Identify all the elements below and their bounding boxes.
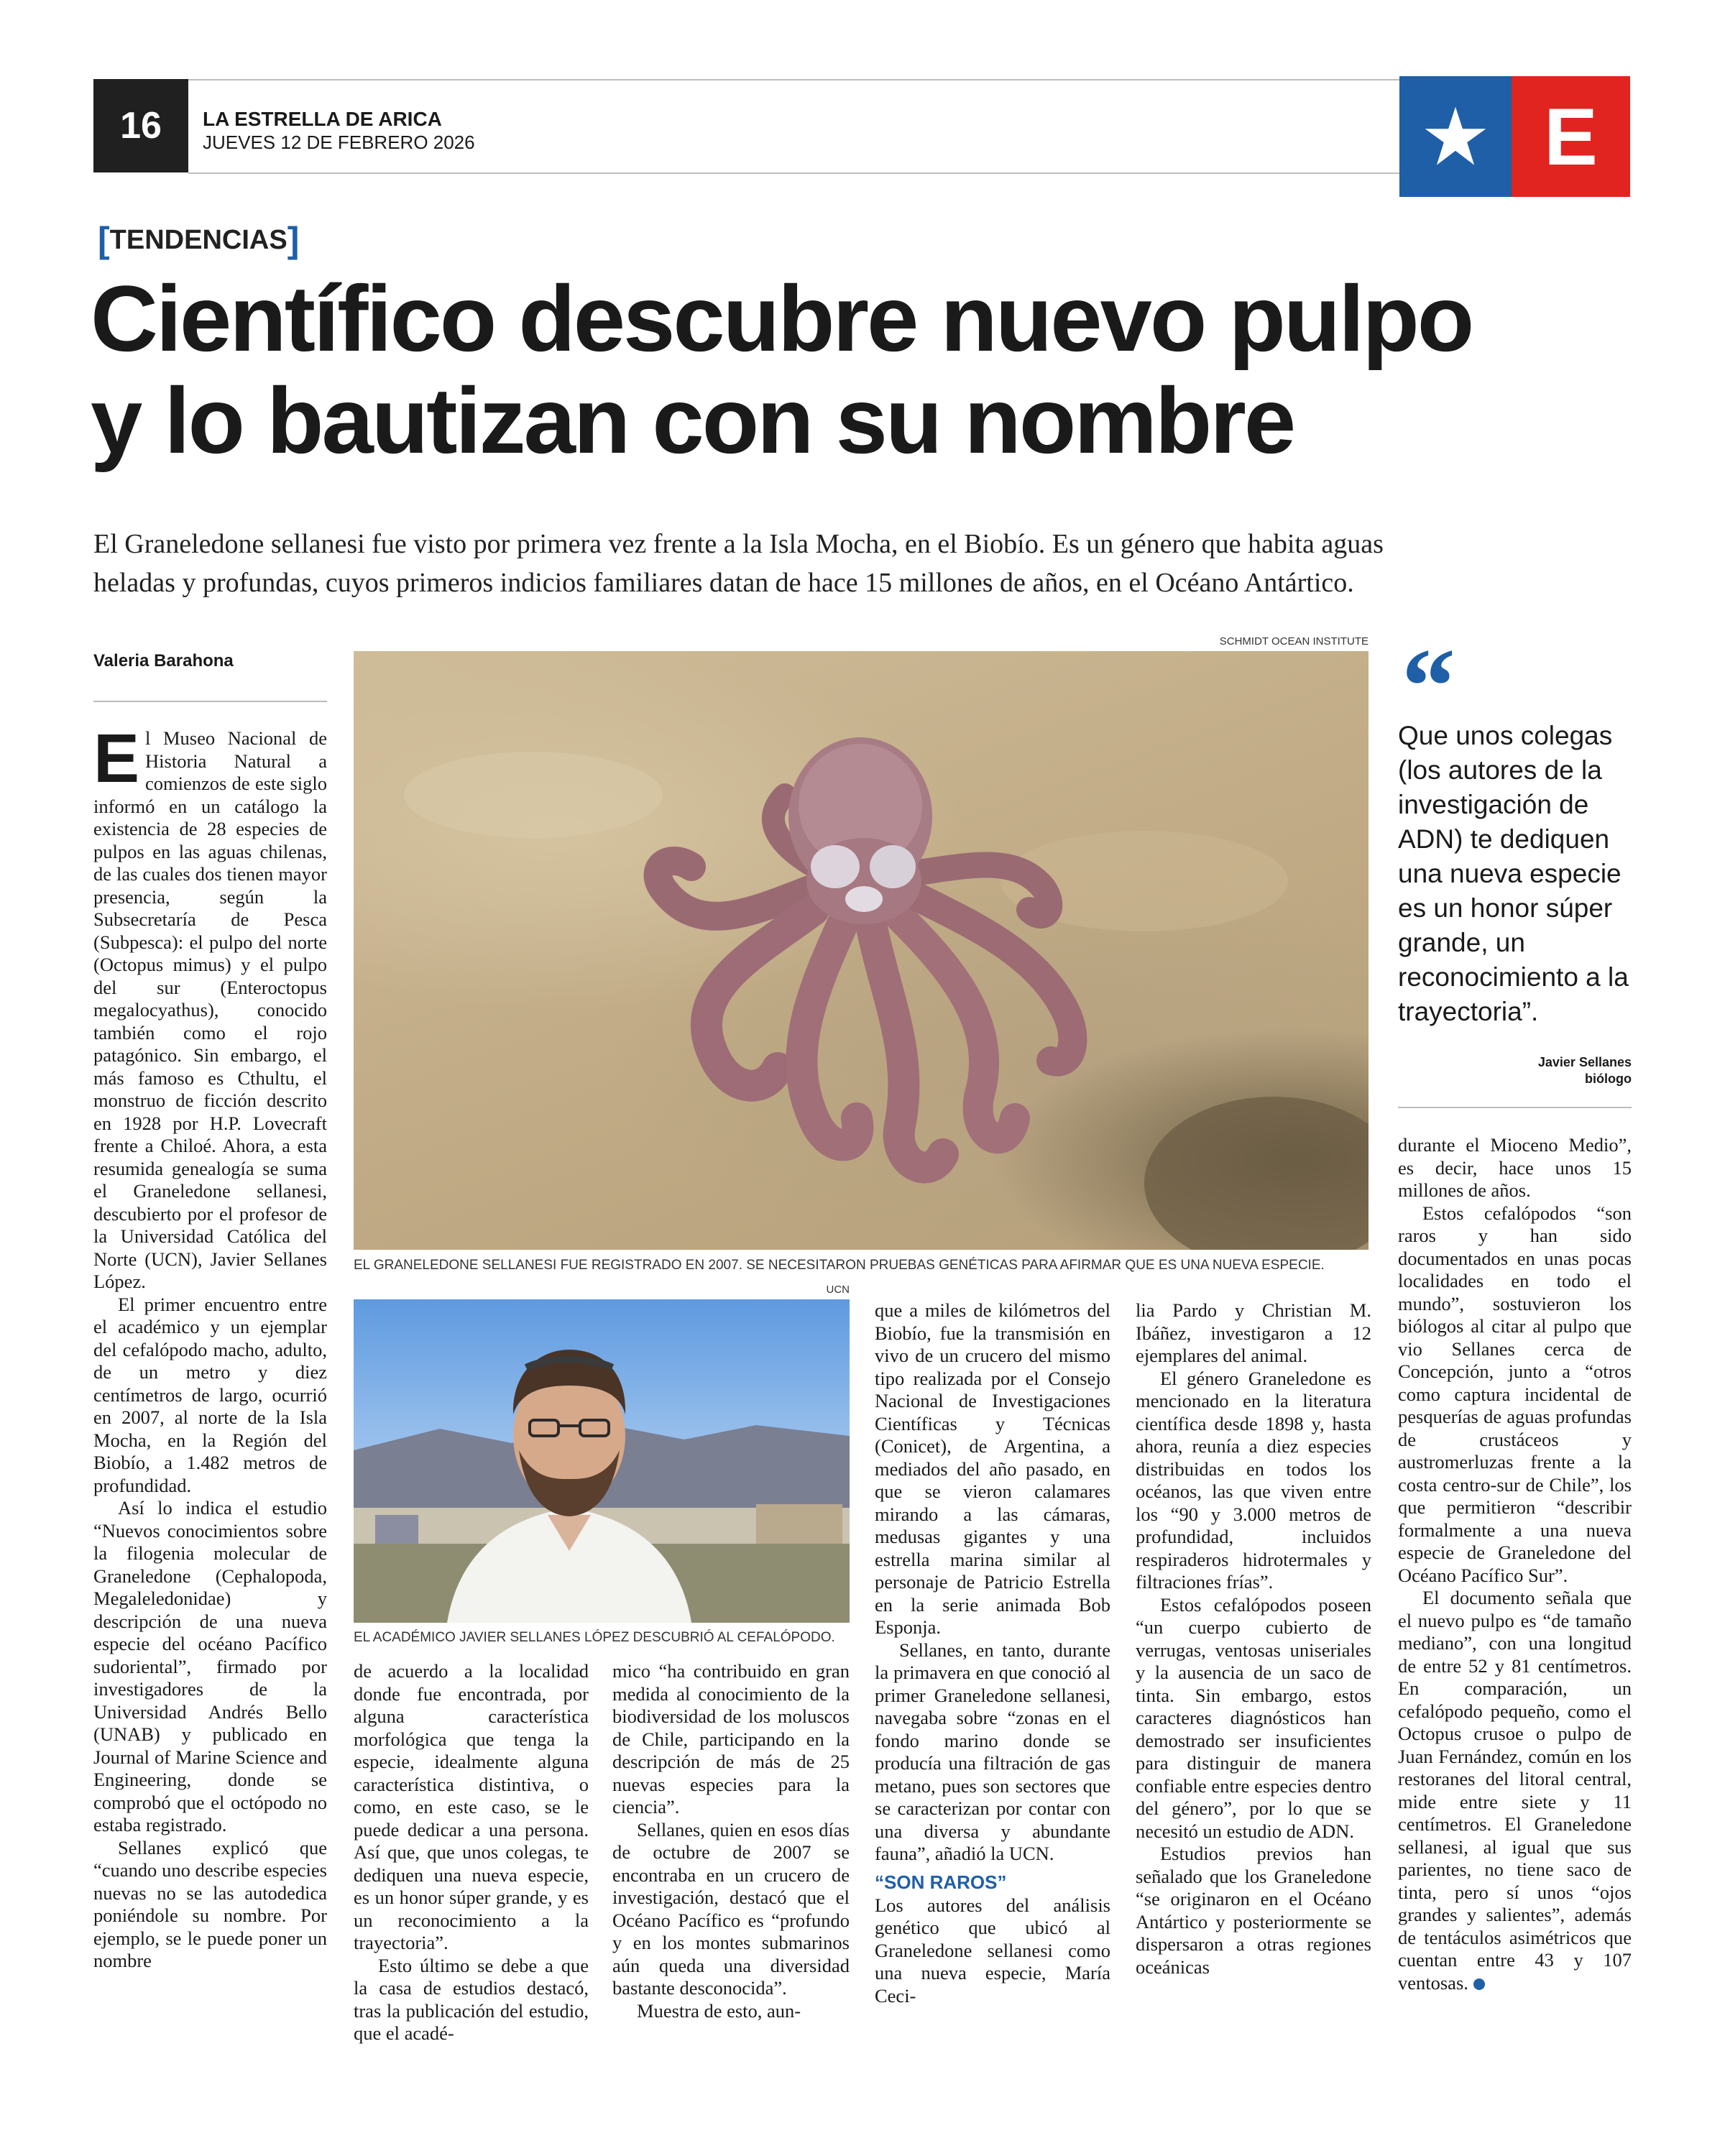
paragraph: mico “ha contribuido en gran medida al conocimiento de la biodiversidad de los moluscos de Chile, participando en la descripción de más de 25 nuevas especies para la ciencia”. — [612, 1660, 850, 1818]
subheading: “SON RAROS” — [875, 1871, 1007, 1893]
portrait-photo — [354, 1299, 850, 1623]
paragraph: Esto último se debe a que la casa de estudios destacó, tras la publicación del estudio, que el acadé- — [354, 1954, 589, 2044]
paragraph: Así lo indica el estudio “Nuevos conocimientos sobre la filogenia molecular de Graneledone (Cephalopoda, Megaleledonidae) y descripción de una nueva especie del océano Pacífico sudoriental”, firmado por investigadores de la Universidad Andrés Bello (UNAB) y publicado en Journal of Marine Science and Engineering, donde se comprobó que el octópodo no estaba registrado. — [93, 1497, 327, 1835]
article-column-6 — [1398, 1134, 1632, 1994]
pull-quote: Que unos colegas (los autores de la investigación de ADN) te dediquen una nueva especie es un honor súper grande, un reconocimiento a la trayectoria”. — [1398, 721, 1629, 1026]
deck — [93, 525, 1639, 602]
article-column-2 — [354, 1660, 589, 2045]
paragraph: Muestra de esto, aun- — [637, 1999, 801, 2022]
deck-line-2: heladas y profundas, cuyos primeros indicios familiares datan de hace 15 millones de años, en el Océano Antártico. — [93, 568, 1354, 598]
paragraph: l Museo Nacional de Historia Natural a comienzos de este siglo informó en un catálogo la existencia de 28 especies de pulpos en las aguas chilenas, de las cuales dos tienen mayor presencia, según la Subsecretaría de Pesca (Subpesca): el pulpo del norte (Octopus mimus) y el pulpo del sur (Enteroctopus megalocyathus), conocido también como el rojo patagónico. Sin embargo, el más famoso es Cthultu, el monstruo de ficción descrito en 1928 por H.P. Lovecraft frente a Chiloé. Ahora, a esta resumida genealogía se suma el Graneledone sellanesi, descubierto por el profesor de la Universidad Católica del Norte (UCN), Javier Sellanes López. — [93, 727, 327, 1292]
paragraph: Estos cefalópodos “son raros y han sido documentados en unas pocas localidades en todo el mundo”, sostuvieron los biólogos al citar al pulpo que vio Sellanes cerca de Concepción, junto a “otros como captura incidental de pesquerías de aguas profundas de crustáceos y austromerluzas frente a la costa centro-sur de Chile”, los que permitieron “describir formalmente a una nueva especie de Graneledone del Océano Pacífico Sur”. — [1398, 1202, 1632, 1586]
section-tag: [ TENDENCIAS ] — [98, 220, 300, 260]
article-column-1 — [93, 720, 327, 1973]
section-letter-block — [1512, 76, 1630, 197]
paragraph: durante el Mioceno Medio”, es decir, hace unos 15 millones de años. — [1398, 1134, 1632, 1201]
paragraph: El género Graneledone es mencionado en la literatura científica desde 1898 y, hasta ahora, reunía a diez especies distribuidas en todos los océanos, las que viven entre los “90 y 3.000 metros de profundidad, incluidos respiraderos hidrotermales y filtraciones frías”. — [1136, 1367, 1371, 1593]
paragraph: El primer encuentro entre el académico y un ejemplar del cefalópodo macho, adulto, de un metro y diez centímetros de largo, ocurrió en 2007, al norte de la Isla Mocha, en la Región del Biobío, a 1.482 metros de profundidad. — [93, 1293, 327, 1496]
deck-line-1: El Graneledone sellanesi fue visto por primera vez frente a la Isla Mocha, en el Biobío. Es un género que habita aguas — [93, 529, 1384, 559]
headline — [91, 267, 1643, 471]
paragraph: Los autores del análisis genético que ubicó al Graneledone sellanesi como una nueva especie, María Ceci- — [875, 1894, 1110, 2007]
section-letter: E — [1544, 91, 1598, 182]
paragraph: Sellanes, en tanto, durante la primavera en que conoció al primer Graneledone sellanesi, navegaba sobre “zonas en el fondo marino donde se producía una filtración de gas metano, pues son sectores que se caracterizan por contar con una diversa y abundante fauna”, añadió la UCN. — [875, 1639, 1110, 1864]
article-column-5 — [1136, 1299, 1371, 1978]
paragraph — [1398, 1587, 1632, 1994]
star-icon — [1423, 104, 1488, 169]
paragraph: que a miles de kilómetros del Biobío, fue la transmisión en vivo de un crucero del mismo tipo realizada por el Consejo Nacional de Investigaciones Científicas y Técnicas (Conicet), de Argentina, a mediados del año pasado, en que se vieron calamares mirando a las cámaras, medusas gigantes y una estrella marina similar al personaje de Patricio Estrella en la serie animada Bob Esponja. — [875, 1299, 1110, 1638]
section-label: TENDENCIAS — [109, 224, 288, 255]
byline-rule — [93, 701, 327, 702]
paragraph: Sellanes, quien en esos días de octubre de 2007 se encontraba en un crucero de investigación, destacó que el Océano Pacífico es “profundo y en los montes submarinos aún queda una diversidad bastante desconocida”. — [612, 1818, 850, 1999]
page-number: 16 — [93, 79, 188, 172]
photo-credit: UCN — [826, 1284, 850, 1296]
photo-caption: EL GRANELEDONE SELLANESI FUE REGISTRADO EN 2007. SE NECESITARON PRUEBAS GENÉTICAS PARA AFIRMAR QUE ES UNA NUEVA ESPECIE. — [354, 1258, 1325, 1273]
paragraph: lia Pardo y Christian M. Ibáñez, investigaron a 12 ejemplares del animal. — [1136, 1299, 1371, 1366]
newspaper-name: LA ESTRELLA DE ARICA — [203, 108, 442, 130]
paragraph: Estos cefalópodos poseen “un cuerpo cubierto de verrugas, ventosas uniseriales y la ausencia de un saco de tinta. Sin embargo, estos caracteres diagnósticos han demostrado ser insuficientes para distinguir de manera confiable entre especies dentro del género”, por lo que se necesitó un estudio de ADN. — [1136, 1593, 1371, 1842]
issue-date: JUEVES 12 DE FEBRERO 2026 — [203, 132, 475, 153]
quote-author: Javier Sellanes — [1537, 1055, 1632, 1069]
paragraph: de acuerdo a la localidad donde fue encontrada, por alguna característica morfológica que tenga la especie, idealmente alguna característica distintiva, o como, en este caso, se le puede dedicar a una persona. Así que, que unos colegas, te dediquen una nueva especie, es un honor súper grande, y es un reconocimiento a la trayectoria”. — [354, 1660, 589, 1953]
header-rule-bottom — [188, 172, 1399, 174]
quote-rule — [1398, 1107, 1632, 1108]
drop-cap: E — [93, 720, 140, 797]
paragraph: Sellanes explicó que “cuando uno describe especies nuevas no se las autodedica poniéndole su nombre. Por ejemplo, se le puede poner un nombre — [93, 1836, 327, 1971]
article-column-4 — [875, 1299, 1110, 2007]
end-mark-icon — [1473, 1978, 1485, 1990]
quote-mark-icon: “ — [1402, 627, 1455, 746]
header-rule-top — [188, 79, 1399, 80]
paragraph: Estudios previos han señalado que los Graneledone “se originaron en el Océano Antártico y posteriormente se dispersaron a otras regiones oceánicas — [1136, 1843, 1371, 1978]
headline-line-1: Científico descubre nuevo pulpo — [91, 266, 1473, 371]
article-column-3 — [612, 1660, 850, 2022]
flag-blue-block — [1399, 76, 1512, 197]
paragraph-text: El documento señala que el nuevo pulpo es “de tamaño mediano”, con una longitud de entre 52 y 81 centímetros. En comparación, un cefalópodo pequeño, como el Octopus crusoe o pulpo de Juan Fernández, común en los restoranes del litoral central, mide entre siete y 11 centímetros. El Graneledone sellanesi, al igual que sus parientes, no tiene saco de tinta, pero sí unos “ojos grandes y salientes”, además de tentáculos asimétricos que cuentan entre 43 y 107 ventosas. — [1398, 1587, 1632, 1994]
octopus-illustration — [354, 651, 1368, 1250]
octopus-photo — [354, 651, 1368, 1250]
photo-caption: EL ACADÉMICO JAVIER SELLANES LÓPEZ DESCUBRIÓ AL CEFALÓPODO. — [354, 1630, 835, 1645]
headline-line-2: y lo bautizan con su nombre — [91, 368, 1294, 473]
portrait-illustration — [354, 1299, 850, 1623]
pull-quote-attribution — [1538, 1054, 1632, 1087]
photo-credit: SCHMIDT OCEAN INSTITUTE — [1219, 635, 1368, 648]
byline: Valeria Barahona — [93, 651, 234, 671]
quote-author-role: biólogo — [1585, 1072, 1632, 1086]
